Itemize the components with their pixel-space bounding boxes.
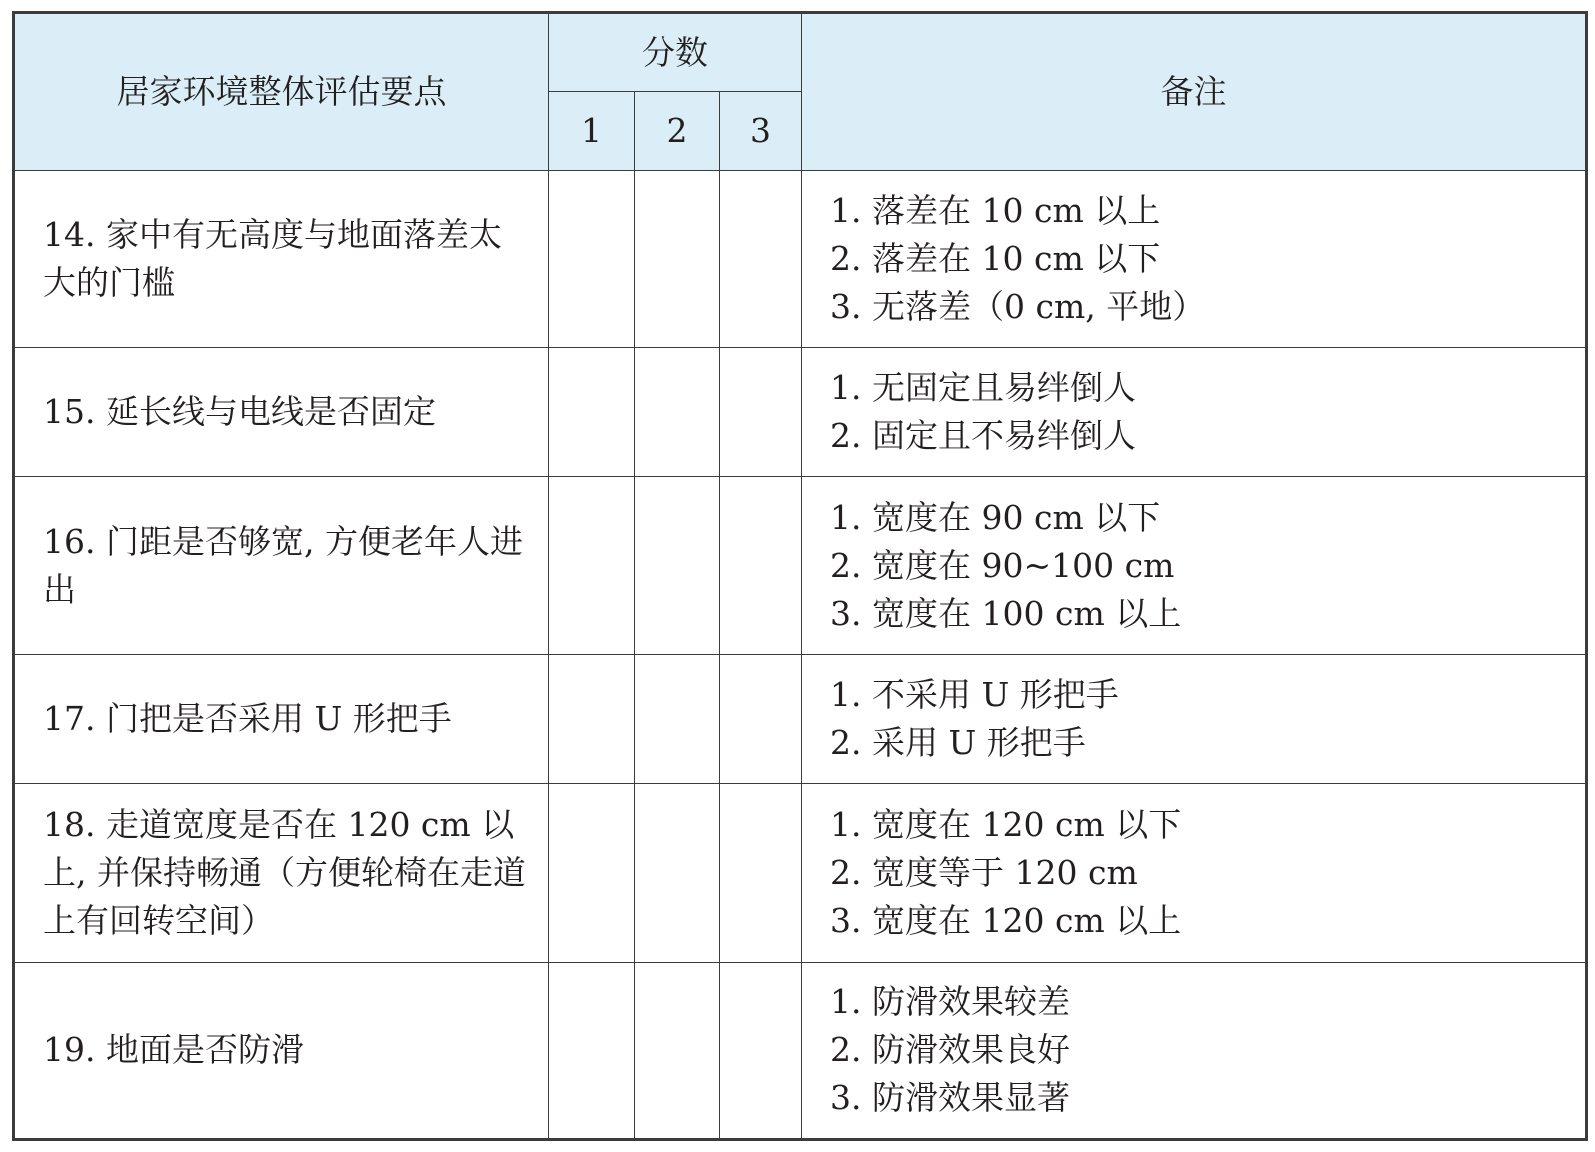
item-cell: 19. 地面是否防滑 xyxy=(14,962,549,1140)
score-cell-2[interactable] xyxy=(635,962,720,1140)
item-cell: 14. 家中有无高度与地面落差太大的门槛 xyxy=(14,171,549,348)
score-cell-3[interactable] xyxy=(720,655,802,784)
note-cell xyxy=(802,784,1587,963)
table-row xyxy=(14,784,1587,963)
note-line: 2. 宽度等于 120 cm xyxy=(830,852,1138,892)
score-cell-1[interactable] xyxy=(549,348,635,477)
score-cell-1[interactable] xyxy=(549,962,635,1140)
score-cell-1[interactable] xyxy=(549,476,635,655)
header-score-3: 3 xyxy=(720,92,802,171)
note-line: 1. 落差在 10 cm 以上 xyxy=(830,191,1161,231)
note-line: 3. 宽度在 100 cm 以上 xyxy=(830,593,1182,633)
note-line: 1. 无固定且易绊倒人 xyxy=(830,368,1136,408)
header-note: 备注 xyxy=(802,13,1587,171)
assessment-table-container xyxy=(12,11,1585,1141)
note-line: 3. 无落差（0 cm, 平地） xyxy=(830,287,1206,327)
note-line: 3. 宽度在 120 cm 以上 xyxy=(830,900,1182,940)
table-row xyxy=(14,476,1587,655)
note-cell xyxy=(802,476,1587,655)
score-cell-2[interactable] xyxy=(635,784,720,963)
note-line: 2. 落差在 10 cm 以下 xyxy=(830,239,1161,279)
item-cell: 18. 走道宽度是否在 120 cm 以上, 并保持畅通（方便轮椅在走道上有回转空间） xyxy=(14,784,549,963)
note-cell xyxy=(802,348,1587,477)
note-line: 2. 宽度在 90~100 cm xyxy=(830,545,1175,585)
table-row xyxy=(14,171,1587,348)
score-cell-1[interactable] xyxy=(549,655,635,784)
note-line: 1. 宽度在 90 cm 以下 xyxy=(830,497,1161,537)
score-cell-3[interactable] xyxy=(720,784,802,963)
score-cell-1[interactable] xyxy=(549,784,635,963)
table-row xyxy=(14,962,1587,1140)
score-cell-2[interactable] xyxy=(635,476,720,655)
header-score-2: 2 xyxy=(635,92,720,171)
note-line: 1. 防滑效果较差 xyxy=(830,982,1070,1022)
note-line: 2. 固定且不易绊倒人 xyxy=(830,416,1136,456)
score-cell-3[interactable] xyxy=(720,476,802,655)
item-cell: 15. 延长线与电线是否固定 xyxy=(14,348,549,477)
score-cell-2[interactable] xyxy=(635,348,720,477)
home-environment-assessment-table xyxy=(12,11,1588,1141)
table-row xyxy=(14,655,1587,784)
note-cell xyxy=(802,655,1587,784)
score-cell-2[interactable] xyxy=(635,171,720,348)
header-score: 分数 xyxy=(549,13,802,92)
header-score-1: 1 xyxy=(549,92,635,171)
item-cell: 17. 门把是否采用 U 形把手 xyxy=(14,655,549,784)
score-cell-2[interactable] xyxy=(635,655,720,784)
score-cell-1[interactable] xyxy=(549,171,635,348)
note-line: 2. 防滑效果良好 xyxy=(830,1030,1070,1070)
note-line: 1. 宽度在 120 cm 以下 xyxy=(830,804,1182,844)
header-item: 居家环境整体评估要点 xyxy=(14,13,549,171)
score-cell-3[interactable] xyxy=(720,962,802,1140)
score-cell-3[interactable] xyxy=(720,348,802,477)
item-cell: 16. 门距是否够宽, 方便老年人进出 xyxy=(14,476,549,655)
score-cell-3[interactable] xyxy=(720,171,802,348)
note-line: 3. 防滑效果显著 xyxy=(830,1078,1070,1118)
note-cell xyxy=(802,171,1587,348)
note-cell xyxy=(802,962,1587,1140)
note-line: 1. 不采用 U 形把手 xyxy=(830,675,1119,715)
table-row xyxy=(14,348,1587,477)
note-line: 2. 采用 U 形把手 xyxy=(830,723,1086,763)
